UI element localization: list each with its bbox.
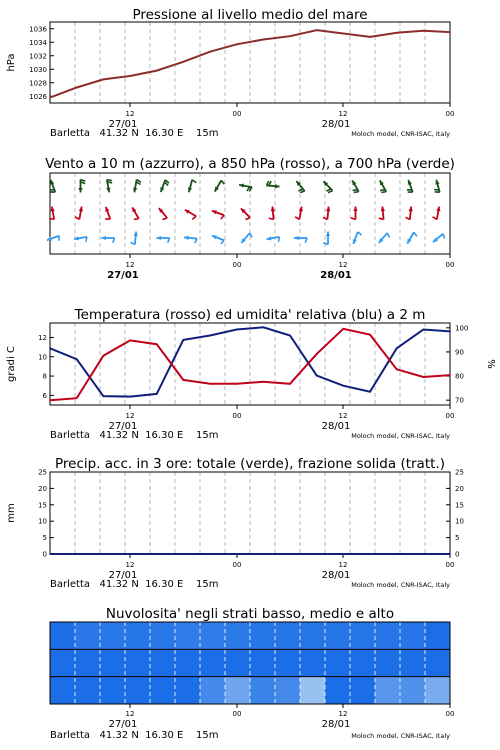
data-point xyxy=(449,553,451,555)
y-tick-label: 1032 xyxy=(29,52,47,61)
y-tick-label: 10 xyxy=(38,517,47,526)
y-axis-label: mm xyxy=(6,503,17,523)
date-label: 27/01 xyxy=(108,421,138,432)
x-tick-label: 12 xyxy=(125,261,135,269)
cloud-cell xyxy=(425,622,451,649)
data-point xyxy=(396,553,398,555)
data-point xyxy=(76,553,78,555)
cloud-cell xyxy=(350,622,376,649)
chart-title: Temperatura (rosso) ed umidita' relativa (blu) a 2 m xyxy=(74,307,426,323)
x-tick-label: 00 xyxy=(232,110,242,118)
cloud-cell xyxy=(300,649,326,676)
x-tick-label: 12 xyxy=(125,110,135,118)
y-tick-label: 100 xyxy=(455,324,469,333)
data-point xyxy=(156,70,158,72)
data-point xyxy=(236,329,238,331)
x-tick-label: 00 xyxy=(445,110,455,118)
wind-barb xyxy=(379,207,385,220)
data-point xyxy=(423,329,425,331)
cloud-cell xyxy=(400,649,426,676)
wind-barb xyxy=(434,180,440,193)
data-point xyxy=(236,44,238,46)
y-tick-label: 10 xyxy=(38,353,47,362)
location-label: Barletta 41.32 N 16.30 E 15m xyxy=(50,579,219,590)
data-point xyxy=(183,61,185,63)
cloud-cell xyxy=(50,677,76,704)
y2-axis-label: % xyxy=(485,359,496,369)
data-point xyxy=(423,30,425,32)
wind-barb xyxy=(215,180,225,191)
cloud-cell xyxy=(75,649,101,676)
data-point xyxy=(76,87,78,89)
data-point xyxy=(263,327,265,329)
wind-barb xyxy=(323,207,330,220)
cloud-cell xyxy=(75,677,101,704)
date-label: 27/01 xyxy=(108,119,138,130)
wind-barb xyxy=(188,180,196,193)
data-point xyxy=(49,348,51,350)
cloud-cell xyxy=(400,622,426,649)
cloud-cell xyxy=(325,677,351,704)
y-tick-label: 8 xyxy=(42,372,47,381)
wind-barb xyxy=(407,232,417,243)
wind-barb xyxy=(295,207,303,220)
data-point xyxy=(423,376,425,378)
cloud-cell xyxy=(150,622,176,649)
cloud-cell xyxy=(200,677,226,704)
y2-tick-label: 0 xyxy=(455,550,460,559)
cloud-cell xyxy=(150,677,176,704)
cloud-cell xyxy=(225,649,251,676)
cloud-cell xyxy=(175,649,201,676)
plot-frame xyxy=(50,472,450,554)
data-point xyxy=(449,374,451,376)
cloud-cell xyxy=(125,622,151,649)
cloud-cell xyxy=(200,622,226,649)
x-tick-label: 12 xyxy=(125,710,135,718)
data-point xyxy=(49,399,51,401)
x-tick-label: 12 xyxy=(125,561,135,569)
cloud-cell xyxy=(425,649,451,676)
x-tick-label: 00 xyxy=(445,561,455,569)
wind-barb xyxy=(212,235,224,244)
data-point xyxy=(263,381,265,383)
cloud-cell xyxy=(200,649,226,676)
wind-barb xyxy=(157,236,170,243)
data-point xyxy=(129,340,131,342)
cloud-cell xyxy=(50,622,76,649)
x-tick-label: 00 xyxy=(232,261,242,269)
cloud-cell xyxy=(275,622,301,649)
cloud-cell xyxy=(50,649,76,676)
data-point xyxy=(289,383,291,385)
data-point xyxy=(209,553,211,555)
data-point xyxy=(129,75,131,77)
model-credit: Moloch model, CNR-ISAC, Italy xyxy=(351,130,450,138)
wind-barb xyxy=(433,207,441,220)
y-tick-label: 70 xyxy=(455,396,464,405)
date-label: 28/01 xyxy=(321,119,351,130)
date-label: 27/01 xyxy=(108,570,138,581)
y-tick-label: 1030 xyxy=(29,65,47,74)
data-point xyxy=(209,383,211,385)
cloud-cell xyxy=(250,649,276,676)
data-point xyxy=(316,29,318,31)
data-point xyxy=(449,31,451,33)
cloud-cell xyxy=(375,649,401,676)
data-point xyxy=(343,328,345,330)
data-point xyxy=(289,335,291,337)
data-point xyxy=(289,553,291,555)
y-tick-label: 25 xyxy=(38,468,47,477)
data-point xyxy=(129,396,131,398)
data-point xyxy=(103,395,105,397)
data-point xyxy=(316,553,318,555)
y-tick-label: 1028 xyxy=(29,79,47,88)
wind-barb xyxy=(102,236,115,243)
cloud-cell xyxy=(100,622,126,649)
x-tick-label: 00 xyxy=(232,710,242,718)
cloud-cell xyxy=(425,677,451,704)
wind-barb xyxy=(269,207,275,220)
wind-barb xyxy=(184,236,197,243)
cloud-cell xyxy=(100,649,126,676)
cloud-cell xyxy=(175,622,201,649)
cloud-cell xyxy=(250,677,276,704)
y2-tick-label: 15 xyxy=(455,501,464,510)
cloud-cell xyxy=(125,649,151,676)
cloud-cell xyxy=(75,622,101,649)
wind-barb xyxy=(159,208,167,220)
wind-barb xyxy=(185,210,196,220)
data-point xyxy=(343,385,345,387)
wind-barb xyxy=(212,210,224,219)
date-label: 28/01 xyxy=(321,570,351,581)
x-tick-label: 00 xyxy=(445,261,455,269)
data-point xyxy=(183,553,185,555)
cloud-cell xyxy=(375,677,401,704)
data-point xyxy=(49,97,51,99)
wind-barb xyxy=(130,232,137,245)
y-tick-label: 20 xyxy=(38,484,47,493)
panel-4 xyxy=(6,456,464,590)
wind-barb xyxy=(380,180,387,192)
x-tick-label: 00 xyxy=(232,412,242,420)
cloud-cell xyxy=(225,677,251,704)
wind-barb xyxy=(133,180,141,193)
wind-barb xyxy=(160,180,169,192)
cloud-cell xyxy=(325,649,351,676)
wind-barb xyxy=(353,232,362,244)
panel-2 xyxy=(45,156,455,281)
y-tick-label: 5 xyxy=(42,534,47,543)
data-point xyxy=(396,32,398,34)
data-point xyxy=(183,339,185,341)
date-label: 27/01 xyxy=(107,270,139,281)
data-point xyxy=(103,79,105,81)
wind-barb xyxy=(241,208,250,219)
model-credit: Moloch model, CNR-ISAC, Italy xyxy=(351,432,450,440)
cloud-cell xyxy=(350,649,376,676)
wind-barb xyxy=(352,180,359,192)
model-credit: Moloch model, CNR-ISAC, Italy xyxy=(351,732,450,740)
wind-barb xyxy=(267,236,280,242)
data-point xyxy=(316,353,318,355)
cloud-cell xyxy=(350,677,376,704)
wind-barb xyxy=(323,232,330,245)
data-point xyxy=(209,335,211,337)
x-tick-label: 12 xyxy=(338,110,348,118)
cloud-cell xyxy=(325,622,351,649)
wind-barb xyxy=(267,181,280,188)
wind-barb xyxy=(405,207,412,220)
date-label: 27/01 xyxy=(108,719,138,730)
wind-barb xyxy=(132,207,139,219)
wind-barb xyxy=(379,233,390,243)
data-point xyxy=(396,348,398,350)
y-tick-label: 0 xyxy=(42,550,47,559)
cloud-cell xyxy=(300,677,326,704)
data-point xyxy=(49,553,51,555)
x-tick-label: 00 xyxy=(445,412,455,420)
y-tick-label: 15 xyxy=(38,501,47,510)
x-tick-label: 12 xyxy=(338,261,348,269)
wind-barb xyxy=(407,180,413,192)
y-tick-label: 1036 xyxy=(29,25,47,34)
data-point xyxy=(396,369,398,371)
x-tick-label: 00 xyxy=(232,561,242,569)
chart-title: Pressione al livello medio del mare xyxy=(132,7,368,23)
date-label: 28/01 xyxy=(321,719,351,730)
x-tick-label: 12 xyxy=(338,412,348,420)
cloud-cell xyxy=(300,622,326,649)
model-credit: Moloch model, CNR-ISAC, Italy xyxy=(351,581,450,589)
data-point xyxy=(129,553,131,555)
data-point xyxy=(156,553,158,555)
cloud-cell xyxy=(400,677,426,704)
location-label: Barletta 41.32 N 16.30 E 15m xyxy=(50,430,219,441)
wind-barb xyxy=(106,180,112,193)
wind-barb xyxy=(75,207,83,220)
data-point xyxy=(263,553,265,555)
data-point xyxy=(449,331,451,333)
data-point xyxy=(369,36,371,38)
cloud-cell xyxy=(225,622,251,649)
cloud-cell xyxy=(150,649,176,676)
wind-barb xyxy=(351,207,358,220)
cloud-cell xyxy=(125,677,151,704)
data-point xyxy=(343,33,345,35)
location-label: Barletta 41.32 N 16.30 E 15m xyxy=(50,730,219,741)
y2-tick-label: 25 xyxy=(455,468,464,477)
plot-frame xyxy=(50,323,450,405)
panel-5 xyxy=(50,606,454,741)
x-tick-label: 12 xyxy=(338,561,348,569)
data-point xyxy=(316,375,318,377)
location-label: Barletta 41.32 N 16.30 E 15m xyxy=(50,128,219,139)
data-point xyxy=(236,553,238,555)
data-point xyxy=(103,355,105,357)
cloud-cell xyxy=(175,677,201,704)
data-point xyxy=(369,553,371,555)
y-tick-label: 1034 xyxy=(29,38,47,47)
x-tick-label: 00 xyxy=(445,710,455,718)
y-tick-label: 90 xyxy=(455,348,464,357)
y-tick-label: 12 xyxy=(38,333,47,342)
y2-tick-label: 20 xyxy=(455,484,464,493)
data-point xyxy=(103,553,105,555)
data-point xyxy=(236,383,238,385)
data-point xyxy=(156,343,158,345)
y2-tick-label: 10 xyxy=(455,517,464,526)
data-point xyxy=(369,391,371,393)
wind-barb xyxy=(241,233,252,243)
panel-3 xyxy=(6,307,496,441)
wind-barb xyxy=(74,236,87,242)
x-tick-label: 12 xyxy=(125,412,135,420)
wind-barb xyxy=(239,184,252,192)
date-label: 28/01 xyxy=(320,270,352,281)
data-point xyxy=(289,35,291,37)
y-tick-label: 6 xyxy=(42,391,47,400)
cloud-cell xyxy=(275,649,301,676)
plot-frame xyxy=(50,173,450,254)
data-point xyxy=(423,553,425,555)
cloud-cell xyxy=(275,677,301,704)
wind-barb xyxy=(78,180,85,193)
cloud-cell xyxy=(375,622,401,649)
panel-1 xyxy=(6,7,454,139)
wind-barb xyxy=(433,234,445,242)
y2-tick-label: 5 xyxy=(455,534,460,543)
data-point xyxy=(209,51,211,53)
data-point xyxy=(343,553,345,555)
data-point xyxy=(76,358,78,360)
x-tick-label: 12 xyxy=(338,710,348,718)
y-axis-label: hPa xyxy=(6,53,17,72)
data-point xyxy=(76,397,78,399)
data-point xyxy=(183,379,185,381)
y-axis-label: gradi C xyxy=(6,346,17,382)
chart-title: Nuvolosita' negli strati basso, medio e alto xyxy=(105,606,395,622)
data-point xyxy=(263,39,265,41)
y-tick-label: 1026 xyxy=(29,92,47,101)
wind-barb xyxy=(47,236,59,241)
date-label: 28/01 xyxy=(321,421,351,432)
wind-barb xyxy=(105,207,110,219)
data-point xyxy=(156,393,158,395)
cloud-cell xyxy=(100,677,126,704)
chart-title: Precip. acc. in 3 ore: totale (verde), frazione solida (tratt.) xyxy=(55,456,445,472)
chart-title: Vento a 10 m (azzurro), a 850 hPa (rosso), a 700 hPa (verde) xyxy=(45,156,455,172)
data-point xyxy=(369,334,371,336)
cloud-cell xyxy=(250,622,276,649)
y-tick-label: 80 xyxy=(455,372,464,381)
